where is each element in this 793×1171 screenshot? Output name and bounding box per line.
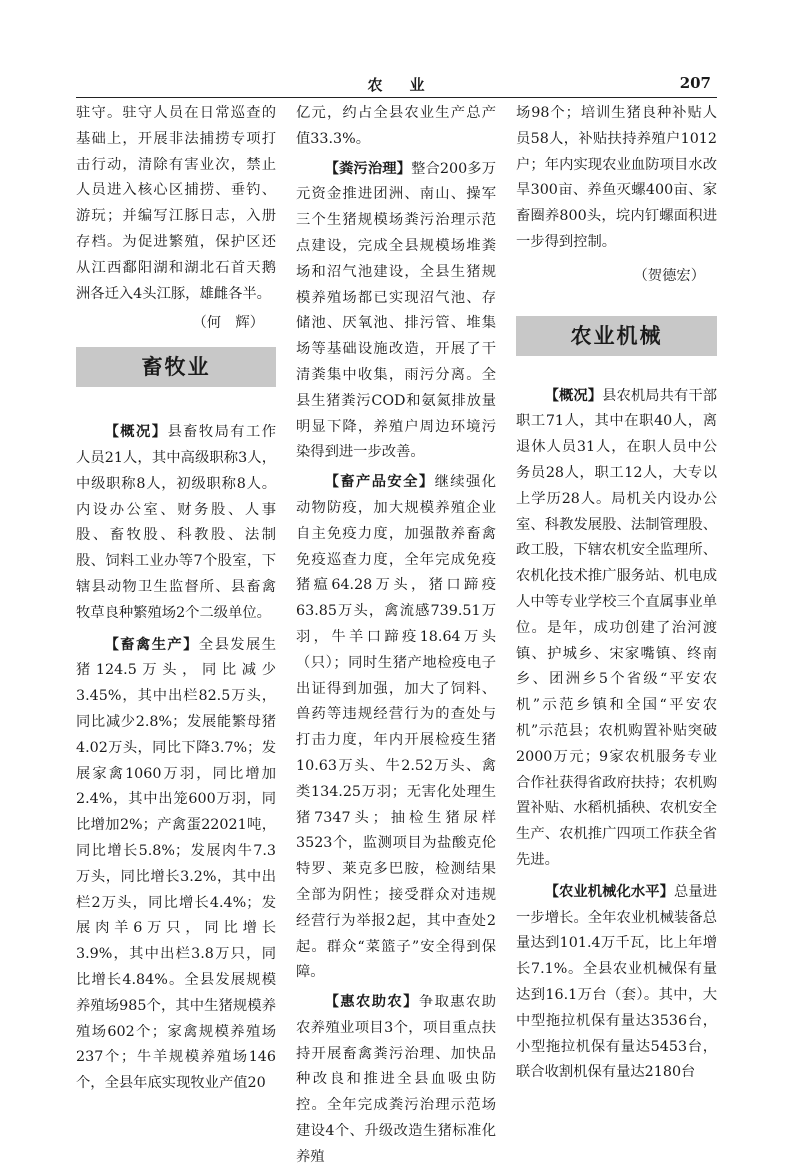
paragraph-heading: 【概况】	[104, 424, 168, 441]
section-title-agricultural-machinery: 农业机械	[516, 316, 717, 356]
page-number: 207	[679, 74, 711, 92]
paragraph-continuation: 亿元，约占全县农业生产总产值33.3%。	[296, 105, 496, 147]
section-title-animal-husbandry: 畜牧业	[76, 347, 276, 387]
paragraph-manure-treatment	[296, 157, 496, 467]
paragraph-heading: 【粪污治理】	[324, 160, 412, 177]
paragraph-mechanization-level	[516, 880, 717, 1086]
header-title-part1: 农	[367, 76, 384, 94]
header-title	[0, 74, 793, 95]
paragraph-continuation: 场98个；培训生猪良种补贴人员58人，补贴扶持养殖户1012户；年内实现农业血防项目水改旱300亩、养鱼灭螺400亩、家畜圈养800头，垸内钉螺面积进一步得到控制。	[516, 105, 717, 250]
paragraph-heading: 【概况】	[544, 387, 603, 404]
header-rule	[76, 97, 717, 98]
author-credit: （何 辉）	[192, 315, 264, 332]
paragraph-heading: 【惠农助农】	[324, 994, 419, 1011]
paragraph-text: 争取惠农助农养殖业项目3个，项目重点扶持开展畜禽粪污治理、加快品种改良和推进全县血吸虫防控。全年完成粪污治理示范场建设4个、升级改造生猪标准化养殖	[296, 994, 496, 1165]
paragraph-text: 县农机局共有干部职工71人，其中在职40人，离退休人员31人，在职人员中公务员28人，职工12人，大专以上学历28人。局机关内设办公室、科教发展股、法制管理股、政工股，下辖农机安全监理所、农机化技术推广服务站、机电成人中等专业学校三个直属事业单位。是年，成功创建了治河渡镇、护城乡、宋家嘴镇、终南乡、团洲乡5个省级“平安农机”示范乡镇和全国“平安农机”示范县；农机购置补贴突破2000万元；9家农机服务专业合作社获得省政府扶持；农机购置补贴、水稻机插秧、农机安全生产、农机推广四项工作获全省先进。	[516, 387, 718, 868]
paragraph-heading: 【畜禽生产】	[104, 636, 199, 653]
paragraph-heading: 【畜产品安全】	[324, 474, 435, 491]
column-2	[296, 101, 496, 1171]
paragraph-product-safety	[296, 470, 496, 986]
column-3	[516, 101, 717, 1086]
paragraph-text: 总量进一步增长。全年农业机械装备总量达到101.4万千瓦，比上年增长7.1%。全县农业机械保有量达到16.1万台（套）。其中，大中型拖拉机保有量达3536台，小型拖拉机保有量达5453台，联合收割机保有量达2180台	[516, 883, 718, 1081]
paragraph-overview	[76, 420, 276, 626]
author-credit: （贺德宏）	[633, 267, 705, 284]
paragraph-text: 县畜牧局有工作人员21人，其中高级职称3人，中级职称8人，初级职称8人。内设办公室、财务股、人事股、畜牧股、科教股、法制股、饲料工业办等7个股室，下辖县动物卫生监督所、县畜禽牧草良种繁殖场2个二级单位。	[76, 424, 276, 621]
paragraph-text: 整合200多万元资金推进团洲、南山、操军三个生猪规模场粪污治理示范点建设，完成全县规模场堆粪场和沼气池建设，全县生猪规模养殖场都已实现沼气池、存储池、厌氧池、排污管、堆集场等基础设施改造，开展了干清粪集中收集，雨污分离。全县生猪粪污COD和氨氮排放量明显下降，养殖户周边环境污染得到进一步改善。	[296, 160, 496, 461]
column-1	[76, 101, 276, 1097]
paragraph-overview	[516, 384, 717, 874]
paragraph-text: 全县发展生猪124.5万头，同比减少3.45%，其中出栏82.5万头，同比减少2.8%；发展能繁母猪4.02万头，同比下降3.7%；发展家禽1060万羽，同比增加2.4%，其中出笼600万羽，同比增加2%；产禽蛋22021吨，同比增长5.8%；发展肉牛7.3万头，同比增长3.2%，其中出栏2万头，同比增长4.4%；发展肉羊6万只，同比增长3.9%，其中出栏3.8万只，同比增长4.84%。全县发展规模养殖场985个，其中生猪规模养殖场602个；家禽规模养殖场237个；牛羊规模养殖场146个，全县年底实现牧业产值20	[76, 636, 276, 1092]
paragraph-continuation: 驻守。驻守人员在日常巡查的基础上，开展非法捕捞专项打击行动，清除有害业次，禁止人员进入核心区捕捞、垂钓、游玩；并编写江豚日志，入册存档。为促进繁殖，保护区还从江西鄱阳湖和湖北石首天鹅洲各迁入4头江豚，雄雌各半。	[76, 105, 276, 302]
paragraph-heading: 【农业机械化水平】	[544, 883, 674, 900]
paragraph-text: 继续强化动物防疫，加大规模养殖企业自主免疫力度，加强散养畜禽免疫巡查力度，全年完成免疫猪瘟64.28万头，猪口蹄疫63.85万头，禽流感739.51万羽，牛羊口蹄疫18.64万头（只）；同时生猪产地检疫电子出证得到加强，加大了饲料、兽药等违规经营行为的查处与打击力度，年内开展检疫生猪10.63万头、牛2.52万头、禽类134.25万羽；无害化处理生猪7347头；抽检生猪尿样3523个，监测项目为盐酸克伦特罗、莱克多巴胺，检测结果全部为阴性；接受群众对违规经营行为举报2起，其中查处2起。群众“菜篮子”安全得到保障。	[296, 474, 497, 981]
header-title-part2: 业	[409, 76, 426, 94]
paragraph-livestock-production	[76, 633, 276, 1097]
paragraph-farmer-aid	[296, 990, 496, 1171]
